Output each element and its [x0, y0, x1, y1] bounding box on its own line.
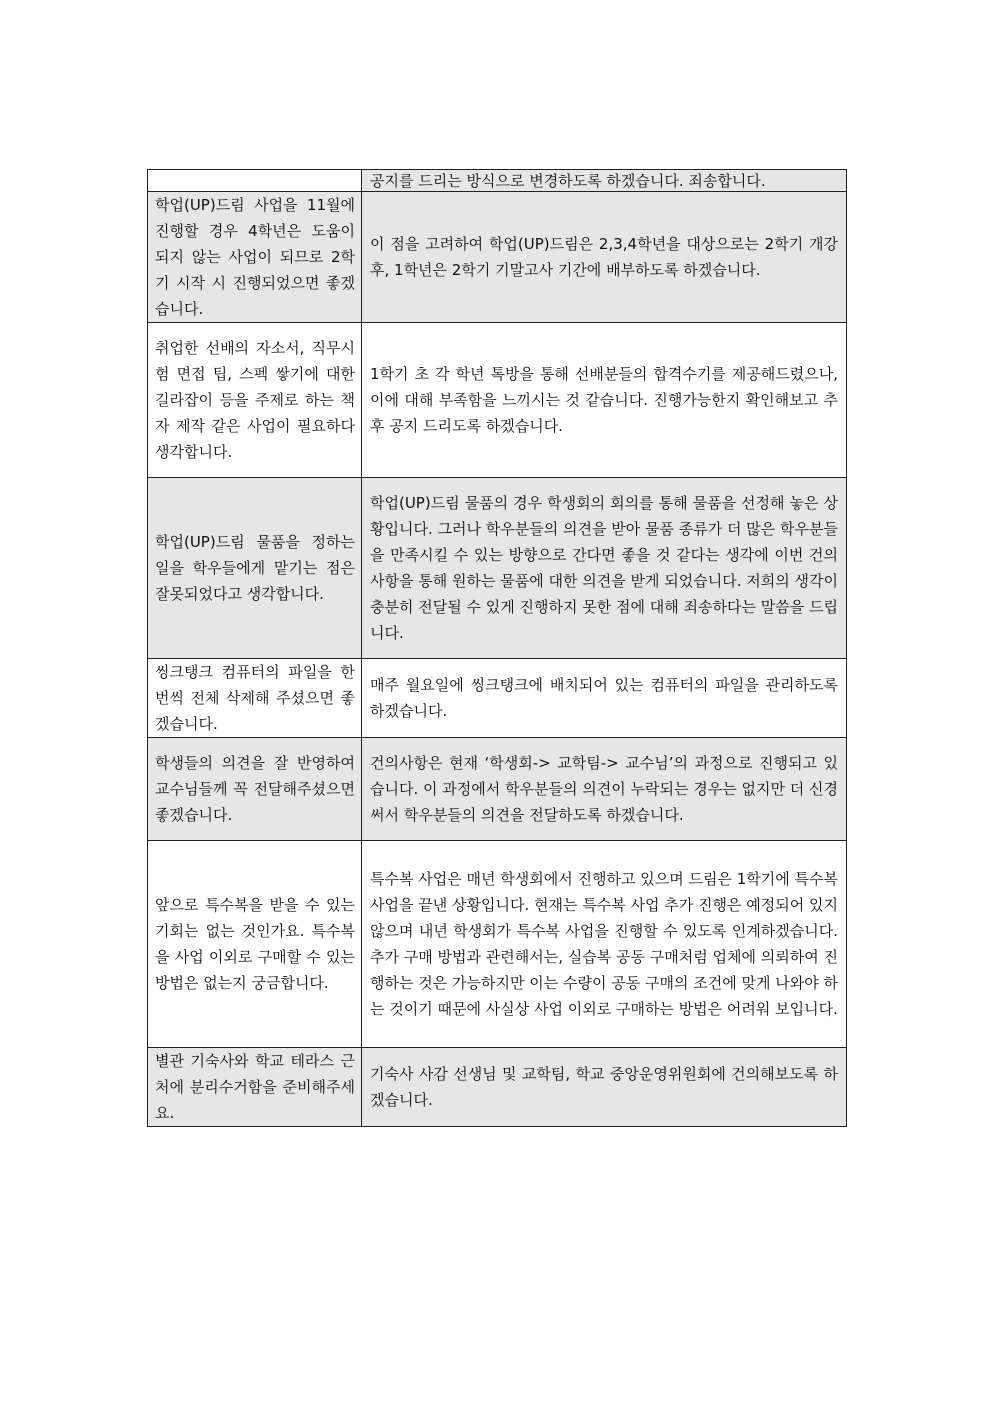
table-row — [148, 841, 847, 1048]
question-cell: 학생들의 의견을 잘 반영하여 교수님들께 꼭 전달해주셨으면 좋겠습니다. — [148, 738, 362, 841]
question-cell: 앞으로 특수복을 받을 수 있는 기회는 없는 것인가요. 특수복을 사업 이외로 구매할 수 있는 방법은 없는지 궁금합니다. — [148, 841, 362, 1048]
question-cell: 학업(UP)드림 사업을 11월에 진행할 경우 4학년은 도움이 되지 않는 사업이 되므로 2학기 시작 시 진행되었으면 좋겠습니다. — [148, 192, 362, 323]
answer-cell: 학업(UP)드림 물품의 경우 학생회의 회의를 통해 물품을 선정해 놓은 상황입니다. 그러나 학우분들의 의견을 받아 물품 종류가 더 많은 학우분들을 만족시킬 수 있는 방향으로 간다면 좋을 것 같다는 생각에 이번 건의사항을 통해 원하는 물품에 대한 의견을 받게 되었습니다. 저희의 생각이 충분히 전달될 수 있게 진행하지 못한 점에 대해 죄송하다는 말씀을 드립니다. — [362, 478, 847, 659]
question-cell: 학업(UP)드림 물품을 정하는 일을 학우들에게 맡기는 점은 잘못되었다고 생각합니다. — [148, 478, 362, 659]
table-row — [148, 192, 847, 323]
table-row — [148, 659, 847, 738]
question-cell: 취업한 선배의 자소서, 직무시험 면접 팁, 스펙 쌓기에 대한 길라잡이 등을 주제로 하는 책자 제작 같은 사업이 필요하다 생각합니다. — [148, 323, 362, 478]
table-row — [148, 738, 847, 841]
table-row — [148, 1048, 847, 1127]
question-cell: 씽크탱크 컴퓨터의 파일을 한 번씩 전체 삭제해 주셨으면 좋겠습니다. — [148, 659, 362, 738]
answer-cell: 특수복 사업은 매년 학생회에서 진행하고 있으며 드림은 1학기에 특수복 사업을 끝낸 상황입니다. 현재는 특수복 사업 추가 진행은 예정되어 있지 않으며 내년 학생회가 특수복 사업을 진행할 수 있도록 인계하겠습니다. 추가 구매 방법과 관련해서는, 실습복 공동 구매처럼 업체에 의뢰하여 진행하는 것은 가능하지만 이는 수량이 공동 구매의 조건에 맞게 나와야 하는 것이기 때문에 사실상 사업 이외로 구매하는 방법은 어려워 보입니다. — [362, 841, 847, 1048]
table-row — [148, 170, 847, 192]
table-row — [148, 478, 847, 659]
answer-cell: 1학기 초 각 학년 톡방을 통해 선배분들의 합격수기를 제공해드렸으나, 이에 대해 부족함을 느끼시는 것 같습니다. 진행가능한지 확인해보고 추후 공지 드리도록 하겠습니다. — [362, 323, 847, 478]
question-cell: 별관 기숙사와 학교 테라스 근처에 분리수거함을 준비해주세요. — [148, 1048, 362, 1127]
suggestion-table — [147, 169, 847, 1127]
answer-cell: 건의사항은 현재 ‘학생회-> 교학팀-> 교수님’의 과정으로 진행되고 있습니다. 이 과정에서 학우분들의 의견이 누락되는 경우는 없지만 더 신경써서 학우분들의 의견을 전달하도록 하겠습니다. — [362, 738, 847, 841]
answer-cell: 공지를 드리는 방식으로 변경하도록 하겠습니다. 죄송합니다. — [362, 170, 847, 192]
table-row — [148, 323, 847, 478]
answer-cell: 매주 월요일에 씽크탱크에 배치되어 있는 컴퓨터의 파일을 관리하도록 하겠습니다. — [362, 659, 847, 738]
answer-cell: 이 점을 고려하여 학업(UP)드림은 2,3,4학년을 대상으로는 2학기 개강 후, 1학년은 2학기 기말고사 기간에 배부하도록 하겠습니다. — [362, 192, 847, 323]
answer-cell: 기숙사 사감 선생님 및 교학팀, 학교 중앙운영위원회에 건의해보도록 하겠습니다. — [362, 1048, 847, 1127]
question-cell — [148, 170, 362, 192]
